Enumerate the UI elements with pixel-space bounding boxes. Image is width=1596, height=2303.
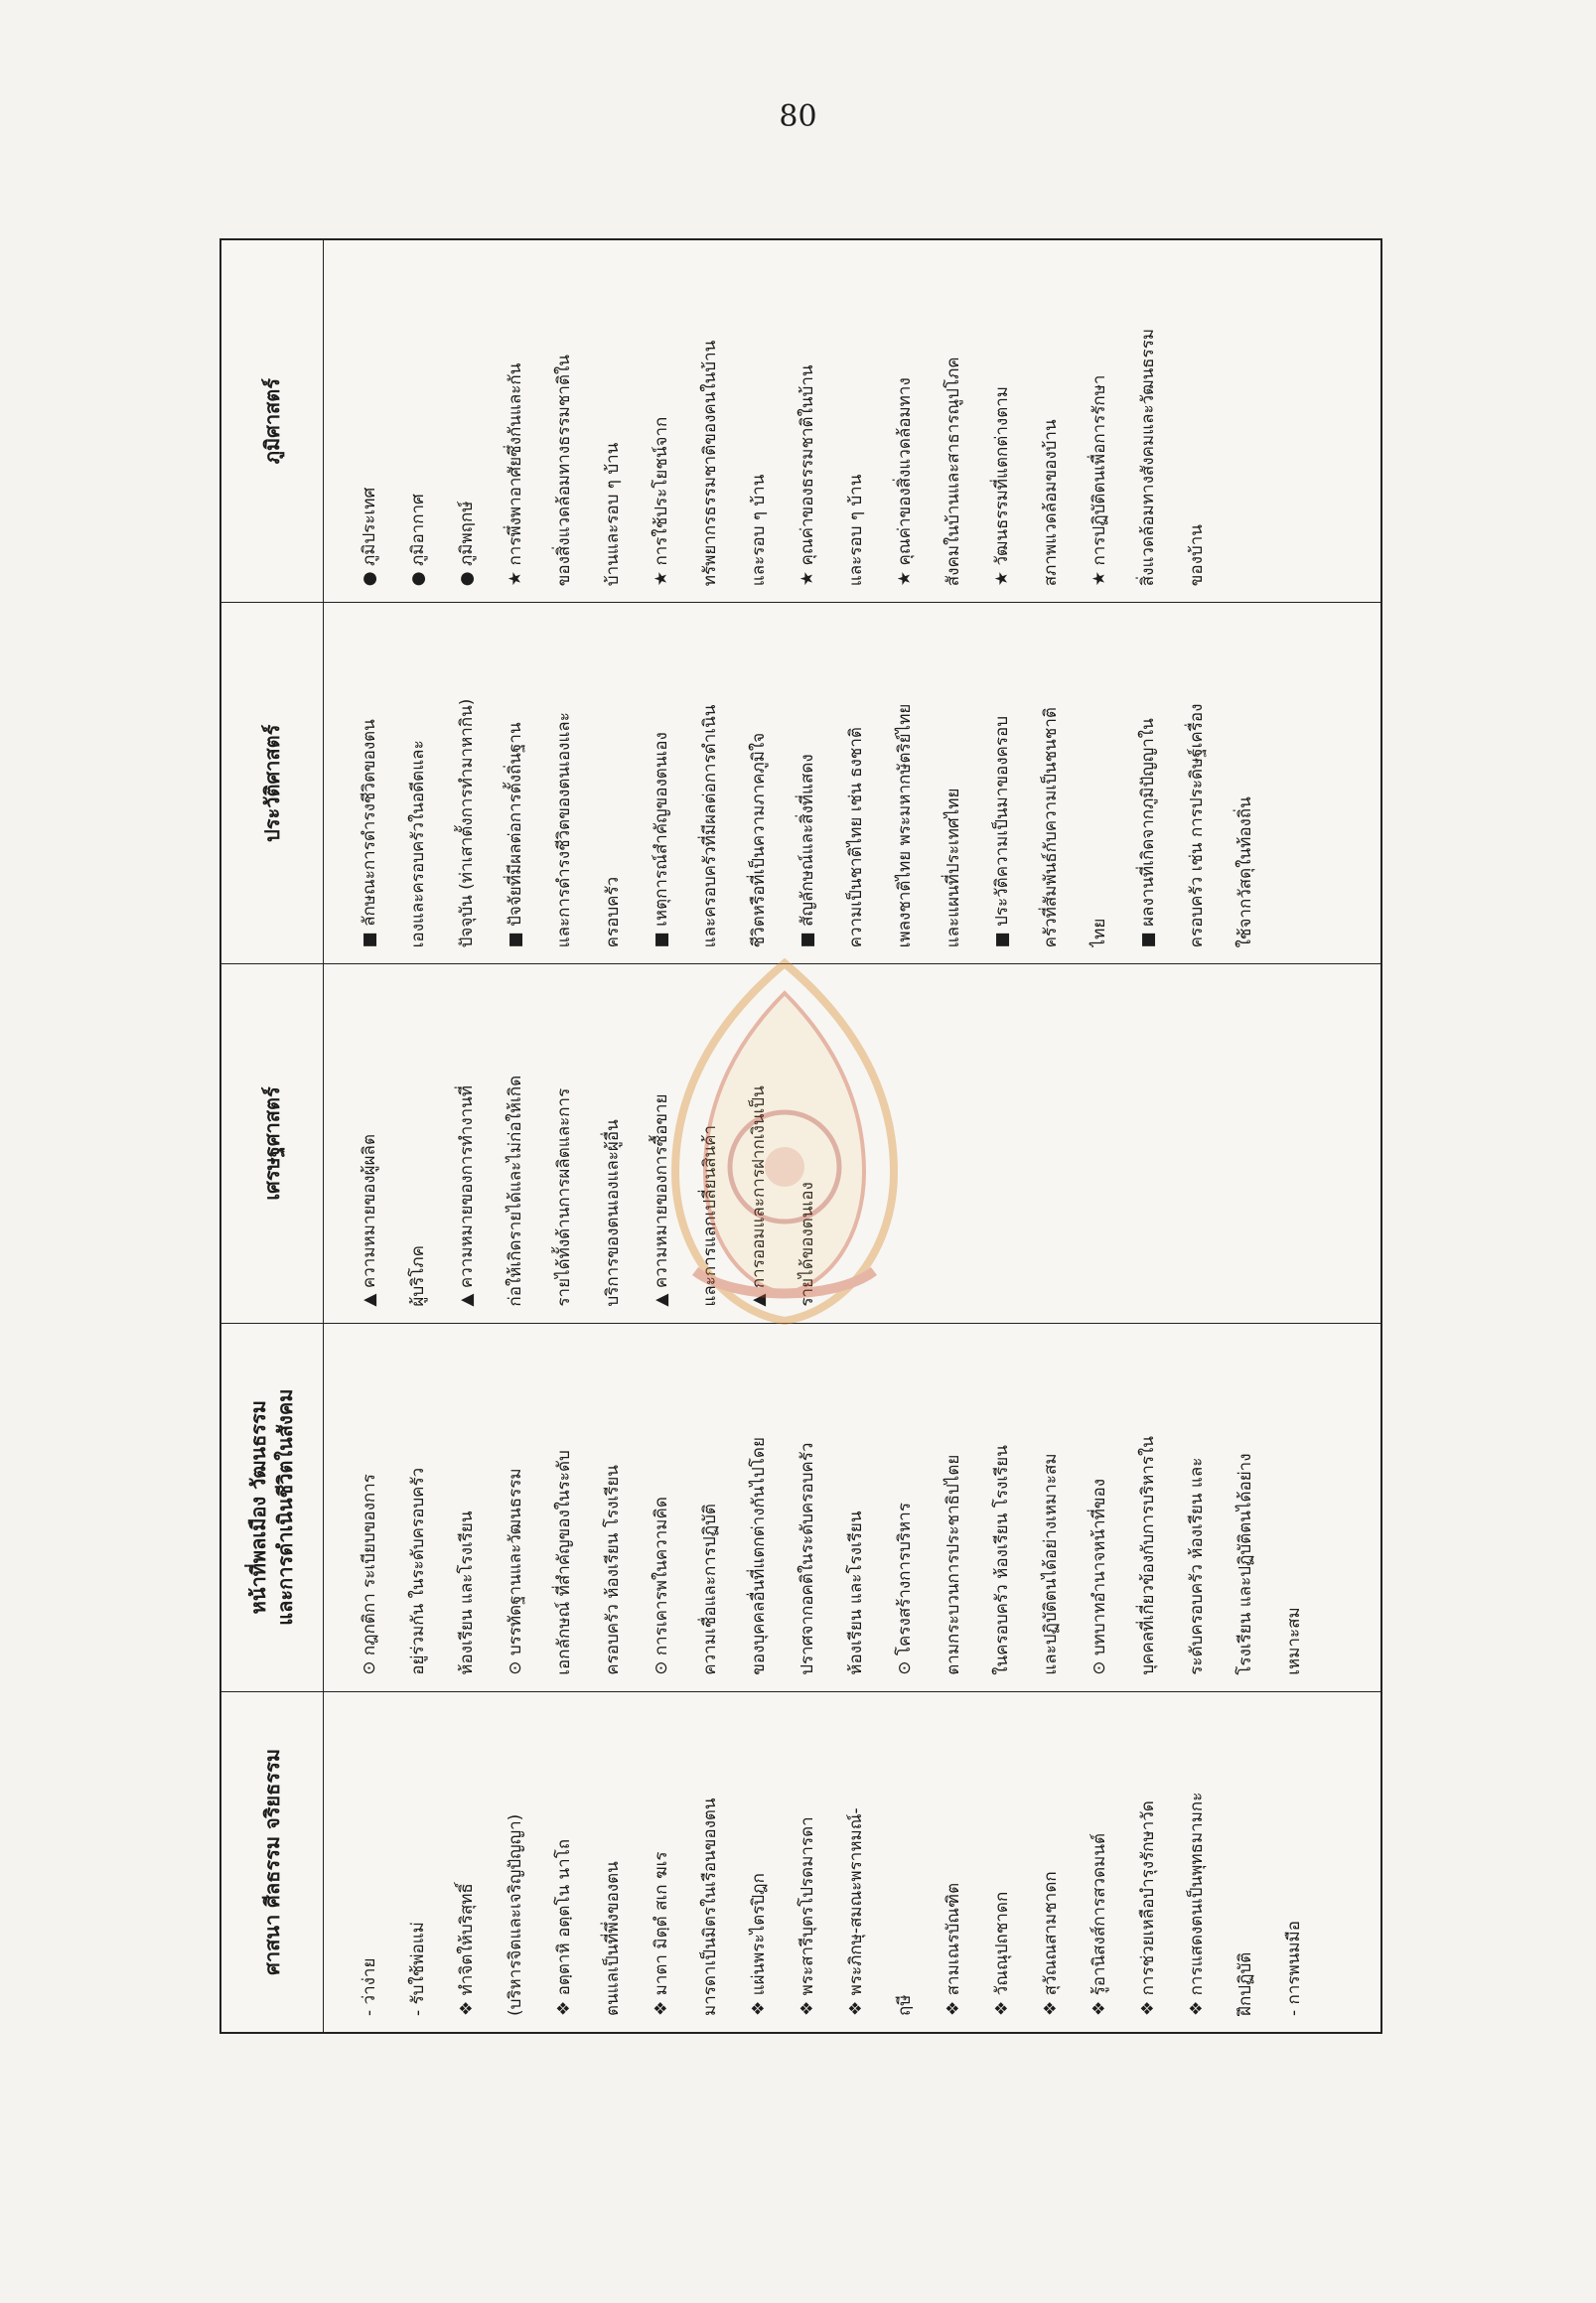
text-line: ระดับครอบครัว ห้องเรียน และ (1187, 1457, 1207, 1675)
text-line: ■ ประวัติความเป็นมาของครอบ (992, 716, 1012, 948)
text-line: ทรัพยากรธรรมชาติของคนในบ้าน (700, 340, 720, 587)
text-line: และรอบ ๆ บ้าน (749, 474, 769, 587)
text-line: โรงเรียน และปฏิบัติตนได้อย่าง (1235, 1453, 1255, 1675)
text-line: ⊙ กฎกติกา ระเบียบของการ (360, 1474, 379, 1675)
text-line: และแผนที่ประเทศไทย (943, 788, 963, 948)
text-line: ★ การปฏิบัติตนเพื่อการรักษา (1089, 374, 1109, 587)
text-line: ❖ พระภิกษุ-สมณะพราหมณ์- (846, 1807, 866, 2016)
text-line: และรอบ ๆ บ้าน (846, 474, 866, 587)
text-line: ▲ ความหมายของการทำงานที่ (457, 1085, 477, 1307)
header-line: ศาสนา ศีลธรรม จริยธรรม (259, 1748, 284, 1975)
text-line: ▲ ความหมายของผู้ผลิต (360, 1134, 379, 1307)
text-line: และครอบครัวที่มีผลต่อการดำเนิน (700, 704, 720, 948)
text-line: ของบุคคลอื่นที่แตกต่างกันไปโดย (749, 1437, 769, 1675)
text-line: รายได้ทั้งด้านการผลิตและการ (554, 1087, 574, 1307)
text-line: ❖ แผ่นพระไตรปิฎก (749, 1873, 769, 2016)
column-header (221, 964, 324, 1322)
text-line: ใช้จากวัสดุในท้องถิ่น (1235, 796, 1255, 948)
text-line: ■ ปัจจัยที่มีผลต่อการตั้งถิ่นฐาน (506, 722, 525, 948)
column-header (221, 603, 324, 963)
header-line: ประวัติศาสตร์ (259, 724, 284, 842)
text-line: สภาพแวดล้อมของบ้าน (1041, 419, 1061, 587)
text-line: ● ภูมิประเทศ (360, 487, 379, 587)
text-line: ครอบครัว เช่น การประดิษฐ์เครื่อง (1187, 703, 1207, 948)
text-line: มารดาเป็นมิตรในเรือนของตน (700, 1798, 720, 2016)
column-header (221, 240, 324, 602)
column-history (221, 602, 1380, 963)
text-line: และปฏิบัติตนได้อย่างเหมาะสม (1041, 1453, 1061, 1675)
text-line: ปราศจากอคติในระดับครอบครัว (798, 1442, 817, 1675)
column-body (324, 603, 1270, 963)
text-line: ★ คุณค่าของธรรมชาติในบ้าน (798, 364, 817, 587)
text-line: ★ วัฒนธรรมที่แตกต่างตาม (992, 386, 1012, 587)
text-line: ▲ การออมและการฝากเงินเป็น (749, 1085, 769, 1307)
header-line: หน้าที่พลเมือง วัฒนธรรม (246, 1400, 270, 1615)
text-line: เอกลักษณ์ ที่สำคัญของในระดับ (554, 1450, 574, 1675)
text-line: และการดำรงชีวิตของตนเองและ (554, 712, 574, 948)
text-line: ❖ สามเณรบัณฑิต (943, 1882, 963, 2016)
column-economics (221, 963, 1380, 1322)
text-line: ครอบครัว (603, 876, 623, 948)
text-line: ตนแลเป็นที่พึ่งของตน (603, 1861, 623, 2016)
column-body (324, 1324, 1319, 1691)
column-civics (221, 1323, 1380, 1691)
text-line: ปัจจุบัน (ท่าเสาตั้งการทำมาหากิน) (457, 698, 477, 948)
text-line: ❖ การช่วยเหลือบำรุงรักษาวัด (1138, 1800, 1158, 2016)
text-line: ของสิ่งแวดล้อมทางธรรมชาติใน (554, 355, 574, 587)
text-line: ❖ ทำจิตให้บริสุทธิ์ (457, 1883, 477, 2016)
text-line: ■ ผลงานที่เกิดจากภูมิปัญญาใน (1138, 718, 1158, 948)
text-line: ❖ มาตา มิตฺตํ สเก ฆเร (652, 1851, 671, 2016)
text-line: บริการของตนเองและผู้อื่น (603, 1119, 623, 1307)
text-line: - การพนมมือ (1284, 1921, 1304, 2016)
text-line: ก่อให้เกิดรายได้และไม่ก่อให้เกิด (506, 1075, 525, 1307)
text-line: ⊙ บรรทัดฐานและวัฒนธรรม (506, 1468, 525, 1675)
text-line: ไทย (1089, 918, 1109, 948)
text-line: ❖ วัณณุปถชาดก (992, 1891, 1012, 2016)
text-line: ในครอบครัว ห้องเรียน โรงเรียน (992, 1445, 1012, 1675)
text-line: ■ สัญลักษณ์และสิ่งที่แสดง (798, 754, 817, 948)
text-line: ตามกระบวนการประชาธิปไตย (943, 1454, 963, 1675)
text-line: รายได้ของตนเอง (798, 1182, 817, 1307)
header-line: เศรษฐศาสตร์ (259, 1086, 284, 1201)
text-line: ● ภูมิพฤกษ์ (457, 501, 477, 587)
column-header (221, 1692, 324, 2032)
column-body (324, 240, 1222, 602)
text-line: ⊙ การเคารพในความคิด (652, 1497, 671, 1675)
text-line: ❖ อตฺตาหิ อตฺตโน นาโถ (554, 1838, 574, 2016)
text-line: เพลงชาติไทย พระมหากษัตริย์ไทย (895, 703, 915, 948)
text-line: ● ภูมิอากาศ (408, 494, 428, 587)
text-line: ผู้บริโภค (408, 1245, 428, 1307)
text-line: ฤษี (895, 1994, 915, 2016)
text-line: ⊙ บทบาทอำนาจหน้าที่ของ (1089, 1478, 1109, 1675)
text-line: เหมาะสม (1284, 1607, 1304, 1675)
text-line: สังคมในบ้านและสาธารณูปโภค (943, 357, 963, 587)
text-line: ห้องเรียน และโรงเรียน (457, 1511, 477, 1675)
curriculum-table (219, 238, 1382, 2034)
header-line: ภูมิศาสตร์ (259, 378, 284, 465)
text-line: ความเชื่อและการปฏิบัติ (700, 1504, 720, 1675)
text-line: - รับใช้พ่อแม่ (408, 1922, 428, 2016)
text-line: เองและครอบครัวในอดีตและ (408, 740, 428, 948)
text-line: ❖ สุวัณณสามชาดก (1041, 1871, 1061, 2016)
text-line: ครอบครัว ห้องเรียน โรงเรียน (603, 1465, 623, 1675)
text-line: ■ เหตุการณ์สำคัญของตนเอง (652, 732, 671, 948)
curriculum-table-rotated (219, 238, 1382, 2034)
column-body (324, 1692, 1319, 2032)
page-number: 80 (779, 99, 817, 134)
header-line: และการดำเนินชีวิตในสังคม (273, 1388, 297, 1626)
text-line: ของบ้าน (1187, 524, 1207, 587)
text-line: ★ คุณค่าของสิ่งแวดล้อมทาง (895, 377, 915, 587)
text-line: ⊙ โครงสร้างการบริหาร (895, 1503, 915, 1675)
text-line: ▲ ความหมายของการซื้อขาย (652, 1093, 671, 1307)
text-line: ❖ รู้อานิสงส์การสวดมนต์ (1089, 1832, 1109, 2016)
text-line: บุคคลที่เกี่ยวข้องกับการบริหารใน (1138, 1436, 1158, 1675)
text-line: ★ การพึ่งพาอาศัยซึ่งกันและกัน (506, 362, 525, 587)
text-line: ห้องเรียน และโรงเรียน (846, 1511, 866, 1675)
text-line: ❖ พระสารีบุตรโปรดมารดา (798, 1816, 817, 2016)
text-line: และการแลกเปลี่ยนสินค้า (700, 1124, 720, 1307)
text-line: ฝึกปฏิบัติ (1235, 1951, 1255, 2016)
text-line: อยู่ร่วมกัน ในระดับครอบครัว (408, 1467, 428, 1675)
text-line: ครัวที่สัมพันธ์กับความเป็นชนชาติ (1041, 707, 1061, 948)
text-line: ■ ลักษณะการดำรงชีวิตของตน (360, 719, 379, 948)
column-header (221, 1324, 324, 1691)
text-line: (บริหารจิตและเจริญปัญญา) (506, 1813, 525, 2016)
text-line: ชีวิตหรือที่เป็นความภาคภูมิใจ (749, 732, 769, 948)
text-line: - ว่าง่าย (360, 1957, 379, 2016)
column-religion (221, 1691, 1380, 2032)
text-line: สิ่งแวดล้อมทางสังคมและวัฒนธรรม (1138, 328, 1158, 587)
text-line: ความเป็นชาติไทย เช่น ธงชาติ (846, 727, 866, 948)
text-line: บ้านและรอบ ๆ บ้าน (603, 442, 623, 587)
column-body (324, 964, 832, 1322)
text-line: ★ การใช้ประโยชน์จาก (652, 416, 671, 587)
text-line: ❖ การแสดงตนเป็นพุทธมามกะ (1187, 1792, 1207, 2016)
column-geography (221, 240, 1380, 602)
